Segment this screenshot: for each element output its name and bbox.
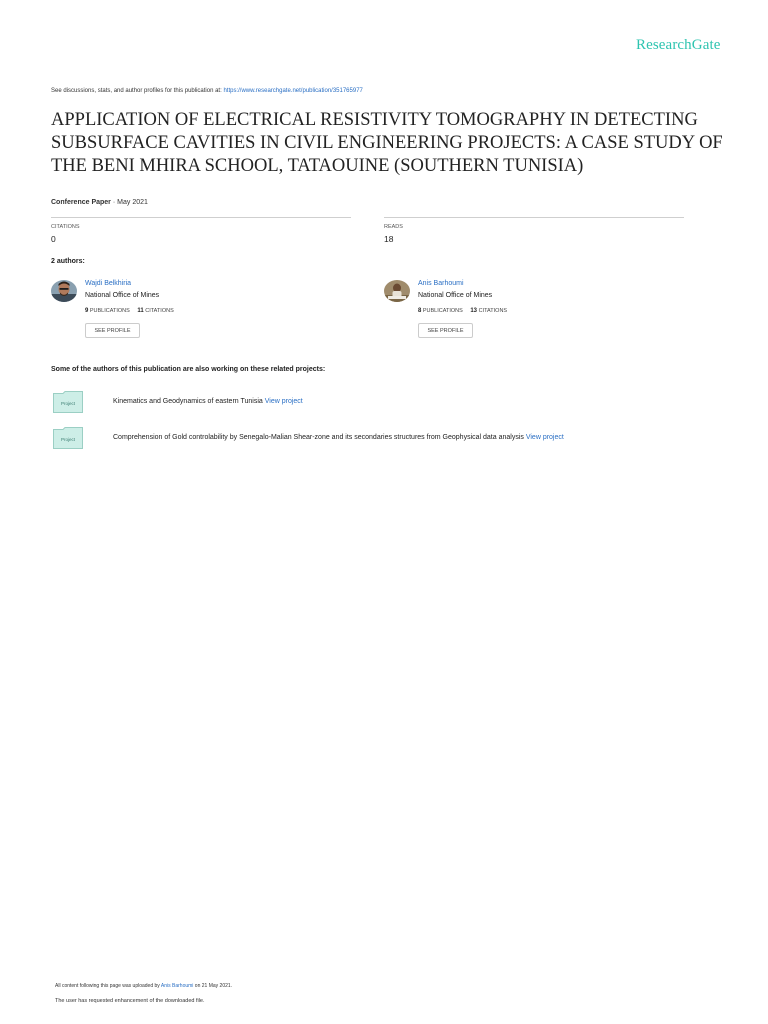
publication-date: May 2021: [117, 199, 148, 206]
researchgate-logo[interactable]: ResearchGate: [636, 37, 721, 53]
project-item: [51, 391, 691, 415]
citations-divider: [51, 217, 351, 218]
author-avatar[interactable]: [384, 280, 410, 302]
see-profile-button[interactable]: SEE PROFILE: [418, 323, 473, 338]
enhancement-note: The user has requested enhancement of the downloaded file.: [55, 998, 205, 1004]
author-citations-count: 11: [137, 308, 144, 314]
author-publications-label: PUBLICATIONS: [89, 308, 130, 314]
author-publications-count: 9: [85, 308, 89, 314]
author-photo-icon: [51, 280, 77, 302]
reads-label: READS: [384, 224, 403, 230]
author-avatar[interactable]: [51, 280, 77, 302]
publication-link[interactable]: https://www.researchgate.net/publication/351765977: [223, 88, 363, 94]
discussion-line: [51, 88, 363, 94]
author-institution: National Office of Mines: [85, 292, 160, 299]
author-publications-label: PUBLICATIONS: [422, 308, 463, 314]
project-title: Kinematics and Geodynamics of eastern Tunisia: [113, 398, 265, 405]
upload-prefix: All content following this page was uploaded by: [55, 983, 161, 989]
see-profile-button[interactable]: SEE PROFILE: [85, 323, 140, 338]
project-icon-label: Project: [60, 437, 76, 442]
project-title: Comprehension of Gold controlability by Senegalo-Malian Shear-zone and its secondaries structures from Geophysical data analysis: [113, 434, 526, 441]
project-item: [51, 427, 691, 451]
reads-count: 18: [384, 234, 394, 244]
author-photo-icon: [384, 280, 410, 302]
reads-divider: [384, 217, 684, 218]
project-description: [113, 434, 564, 441]
upload-suffix: on 21 May 2021.: [193, 983, 233, 989]
upload-note: [55, 983, 232, 989]
author-citations-label: CITATIONS: [478, 308, 508, 314]
meta-separator: ·: [110, 199, 118, 206]
project-folder-icon: [53, 427, 83, 449]
author-stats: [418, 308, 513, 314]
publication-type: Conference Paper: [51, 199, 111, 206]
author-stats: [85, 308, 180, 314]
uploader-link[interactable]: Anis Barhoumi: [160, 983, 194, 989]
citations-count: 0: [51, 234, 56, 244]
author-institution: National Office of Mines: [418, 292, 493, 299]
project-icon-label: Project: [60, 401, 76, 406]
author-name-link[interactable]: Anis Barhoumi: [418, 280, 464, 287]
author-card: [384, 280, 644, 342]
publication-meta: [51, 199, 148, 206]
project-folder-icon: [53, 391, 83, 413]
author-name-link[interactable]: Wajdi Belkhiria: [85, 280, 132, 287]
citations-label: CITATIONS: [51, 224, 80, 230]
project-description: [113, 398, 303, 405]
view-project-link[interactable]: View project: [264, 398, 303, 405]
author-citations-label: CITATIONS: [145, 308, 174, 314]
publication-title: APPLICATION OF ELECTRICAL RESISTIVITY TOMOGRAPHY IN DETECTING SUBSURFACE CAVITIES IN CIVIL ENGINEERING PROJECTS: A CASE STUDY OF THE BENI MHIRA SCHOOL, TATAOUINE (SOUTHERN TUNISIA): [51, 110, 723, 176]
discussion-prefix: See discussions, stats, and author profiles for this publication at:: [51, 88, 224, 94]
author-publications-count: 8: [418, 308, 422, 314]
author-citations-count: 13: [470, 308, 478, 314]
authors-heading: 2 authors:: [51, 258, 85, 265]
view-project-link[interactable]: View project: [525, 434, 564, 441]
related-projects-heading: Some of the authors of this publication are also working on these related projects:: [51, 366, 326, 373]
author-card: [51, 280, 311, 342]
